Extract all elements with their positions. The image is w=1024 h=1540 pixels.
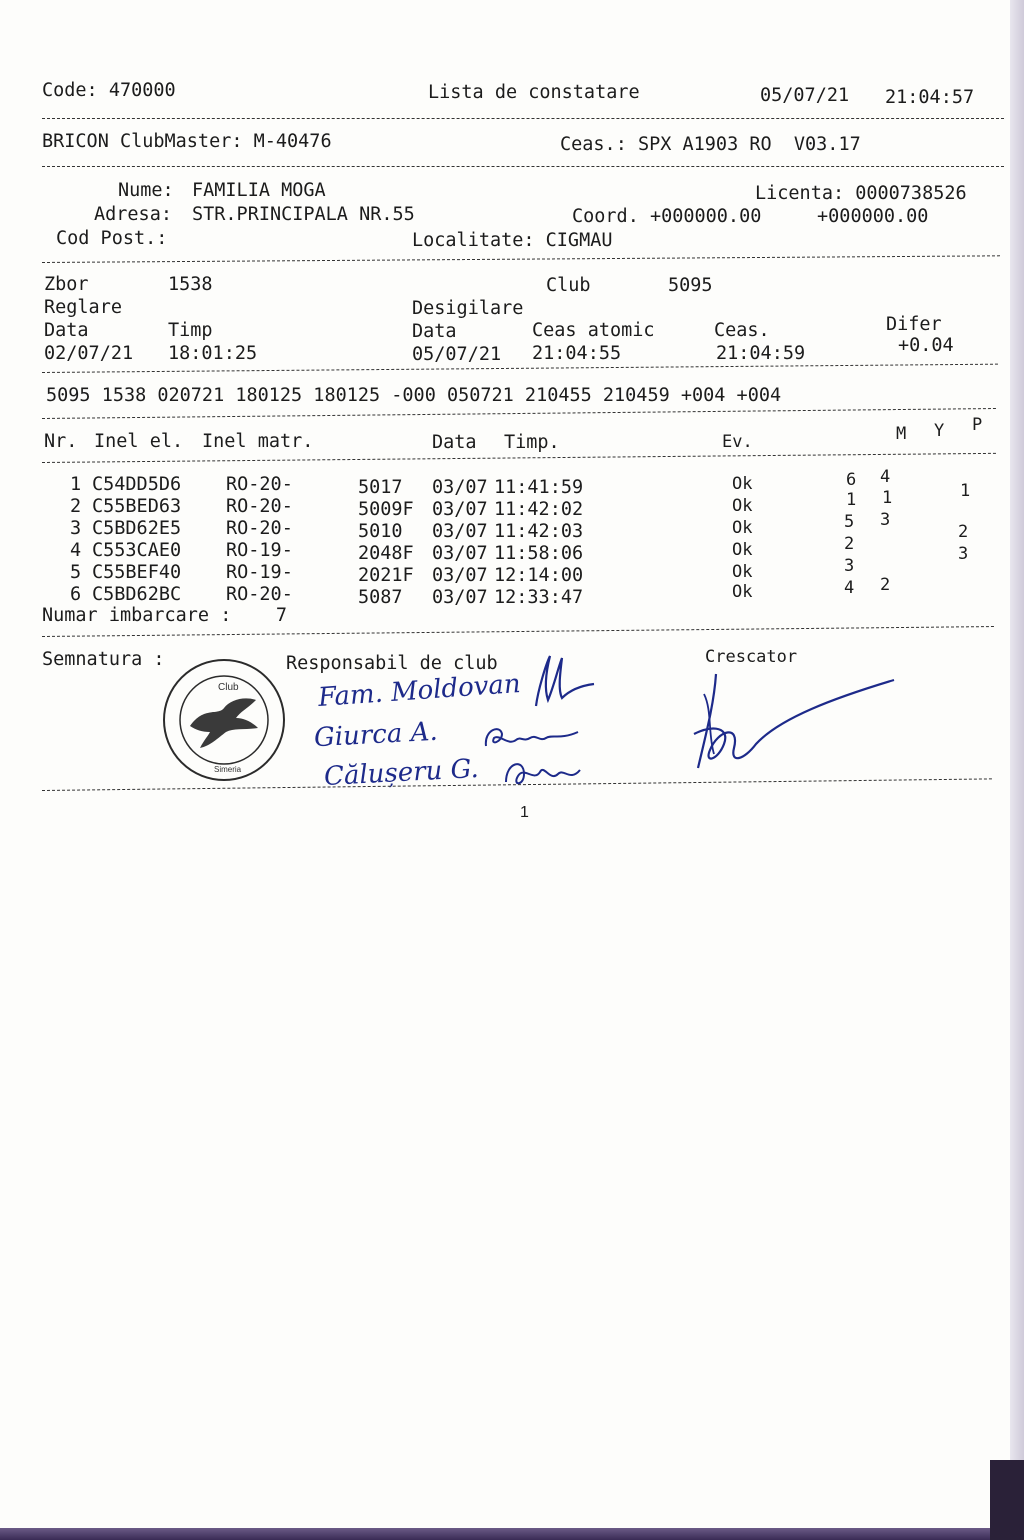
row-ring-country: RO-20-: [226, 518, 293, 539]
row-y: 3: [880, 510, 891, 530]
row-time: 12:14:00: [494, 565, 584, 586]
row-m: 3: [844, 556, 855, 576]
signature-label: Semnatura :: [42, 649, 165, 670]
col-header-inel-el: Inel el.: [94, 431, 184, 452]
row-p: 2: [958, 522, 969, 542]
row-ring-country: RO-19-: [226, 562, 293, 583]
row-ring-electronic: C5BD62BC: [92, 584, 182, 605]
col-header-ev: Ev.: [722, 432, 753, 452]
signature-1: Fam. Moldovan: [317, 668, 522, 714]
license-number: Licenta: 0000738526: [755, 183, 967, 204]
clock-info: Ceas.: SPX A1903 RO V03.17: [560, 134, 861, 155]
divider: [42, 453, 996, 463]
row-nr: 4: [70, 540, 82, 561]
row-time: 11:42:02: [494, 499, 584, 520]
setting-time: 18:01:25: [168, 343, 258, 364]
locality: Localitate: CIGMAU: [412, 230, 613, 251]
address-label: Adresa:: [94, 204, 172, 225]
atomic-clock-time: 21:04:55: [532, 343, 622, 364]
row-ring-number: 5009F: [358, 499, 414, 520]
row-m: 4: [844, 578, 855, 598]
divider: [42, 364, 998, 373]
row-ring-electronic: C553CAE0: [92, 540, 182, 561]
row-ring-number: 2021F: [358, 565, 414, 586]
owner-name: FAMILIA MOGA: [192, 180, 326, 201]
club-stamp: [160, 656, 288, 784]
divider: [42, 118, 1004, 119]
difference-value: +0.04: [898, 335, 954, 356]
row-ring-electronic: C55BED63: [92, 496, 182, 517]
row-nr: 5: [70, 562, 82, 583]
row-y: 1: [882, 488, 893, 508]
clubmaster-id: BRICON ClubMaster: M-40476: [42, 131, 332, 152]
signature-3: Călușeru G.: [323, 753, 480, 793]
signature-2: Giurca A.: [313, 716, 439, 754]
row-ring-electronic: C5BD62E5: [92, 518, 182, 539]
row-event: Ok: [732, 540, 753, 560]
clock-label: Ceas.: [714, 320, 770, 341]
row-ring-country: RO-20-: [226, 584, 293, 605]
row-m: 5: [844, 512, 855, 532]
divider: [42, 408, 996, 419]
row-ring-country: RO-20-: [226, 496, 293, 517]
col-header-inel-matr: Inel matr.: [202, 431, 314, 452]
unsealing-date: 05/07/21: [412, 344, 502, 365]
divider: [42, 166, 1004, 167]
club-number: 5095: [668, 275, 713, 296]
postal-code-label: Cod Post.:: [56, 228, 168, 249]
unsealing-label: Desigilare: [412, 298, 524, 319]
row-date: 03/07: [432, 565, 488, 586]
row-m: 6: [846, 470, 857, 490]
row-event: Ok: [732, 582, 753, 602]
row-event: Ok: [732, 518, 753, 538]
row-time: 11:58:06: [494, 543, 584, 564]
row-ring-electronic: C54DD5D6: [92, 474, 182, 495]
row-ring-number: 5087: [358, 587, 403, 608]
breeder-label: Crescator: [705, 647, 798, 667]
signature-scribble-3: [500, 752, 590, 796]
row-ring-country: RO-20-: [226, 474, 293, 495]
page-number: 1: [520, 804, 529, 821]
document-title: Lista de constatare: [428, 82, 640, 103]
row-date: 03/07: [432, 587, 488, 608]
date-label: Data: [412, 321, 457, 342]
breeder-signature: [684, 664, 904, 780]
row-event: Ok: [732, 562, 753, 582]
page-edge: [1010, 0, 1024, 1540]
row-ring-number: 5017: [358, 477, 403, 498]
row-p: 3: [958, 544, 969, 564]
atomic-clock-label: Ceas atomic: [532, 320, 655, 341]
signature-scribble-2: [480, 716, 590, 756]
date-label: Data: [44, 320, 89, 341]
col-header-nr: Nr.: [44, 431, 78, 452]
coordinates: Coord. +000000.00 +000000.00: [572, 206, 929, 227]
header-date: 05/07/21: [760, 85, 850, 106]
setting-label: Reglare: [44, 297, 122, 318]
row-ring-number: 2048F: [358, 543, 414, 564]
time-label: Timp: [168, 320, 213, 341]
row-date: 03/07: [432, 543, 488, 564]
row-y: 4: [880, 467, 891, 487]
col-header-y: Y: [934, 421, 945, 441]
col-header-m: M: [896, 424, 907, 444]
page-corner: [990, 1460, 1024, 1540]
row-event: Ok: [732, 474, 753, 494]
row-ring-electronic: C55BEF40: [92, 562, 182, 583]
flight-label: Zbor: [44, 274, 89, 295]
flight-number: 1538: [168, 274, 213, 295]
row-time: 11:42:03: [494, 521, 584, 542]
row-time: 12:33:47: [494, 587, 584, 608]
row-y: 2: [880, 575, 891, 595]
embark-count: Numar imbarcare : 7: [42, 605, 288, 626]
name-label: Nume:: [118, 180, 174, 201]
row-p: 1: [960, 481, 971, 501]
difference-label: Difer: [886, 314, 942, 335]
svg-text:Club: Club: [218, 682, 239, 693]
row-date: 03/07: [432, 477, 488, 498]
row-date: 03/07: [432, 521, 488, 542]
row-nr: 2: [70, 496, 82, 517]
row-m: 1: [846, 490, 857, 510]
page-edge: [0, 1528, 1024, 1540]
row-time: 11:41:59: [494, 477, 584, 498]
row-ring-number: 5010: [358, 521, 403, 542]
svg-text:Simeria: Simeria: [214, 765, 242, 774]
header-time: 21:04:57: [885, 87, 975, 108]
row-ring-country: RO-19-: [226, 540, 293, 561]
row-nr: 3: [70, 518, 82, 539]
row-event: Ok: [732, 496, 753, 516]
setting-date: 02/07/21: [44, 343, 134, 364]
divider: [42, 626, 994, 637]
club-label: Club: [546, 275, 591, 296]
code-label: Code: 470000: [42, 80, 176, 101]
club-responsible-label: Responsabil de club: [286, 653, 498, 674]
signature-scribble-1: [528, 650, 602, 710]
encoded-line: 5095 1538 020721 180125 180125 -000 050721 210455 210459 +004 +004: [46, 385, 782, 406]
col-header-p: P: [972, 415, 983, 435]
col-header-date: Data: [432, 432, 477, 453]
divider: [42, 255, 1000, 263]
row-date: 03/07: [432, 499, 488, 520]
owner-address: STR.PRINCIPALA NR.55: [192, 204, 415, 225]
col-header-time: Timp.: [504, 432, 560, 453]
clock-time: 21:04:59: [716, 343, 806, 364]
row-nr: 1: [70, 474, 82, 495]
row-nr: 6: [70, 584, 82, 605]
row-m: 2: [844, 534, 855, 554]
